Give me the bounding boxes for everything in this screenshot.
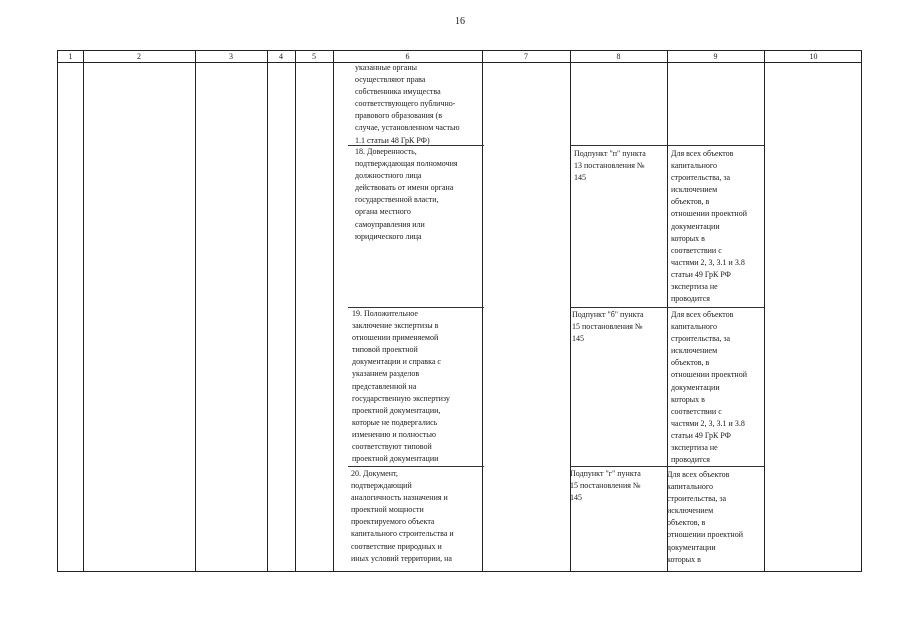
column-header: 2 (137, 52, 141, 61)
column-header: 9 (713, 52, 718, 61)
document-cell: 19. Положительное заключение экспертизы в отношении применяемой типовой проектной документации и справка с указанием разделов представленной на государственную экспертизу проектной документации, которые не подвергались изменению и полностью соответствуют типовой проектной документации (352, 309, 450, 464)
column-header: 10 (809, 52, 818, 61)
column-divider (83, 51, 84, 571)
row-divider (570, 307, 764, 308)
column-header: 1 (68, 52, 73, 61)
document-cell: указанные органы осуществляют права собственника имущества соответствующего публично- правового образования (в случае, установленном частью 1.1 статьи 48 ГрК РФ) (355, 63, 460, 145)
column-divider (195, 51, 196, 571)
note-cell: Для всех объектов капитального строительства, за исключением объектов, в отношении проектной документации которых в соответствии с частями 2, 3, 3.1 и 3.8 статьи 49 ГрК РФ экспертиза не проводится (671, 149, 747, 304)
basis-cell: Подпункт "г" пункта 15 постановления № 145 (570, 469, 641, 503)
note-cell: Для всех объектов капитального строительства, за исключением объектов, в отношении проектной документации которых в (667, 470, 743, 564)
column-divider (267, 51, 268, 571)
row-divider (348, 466, 484, 467)
requirements-table (57, 50, 862, 572)
document-cell: 20. Документ, подтверждающий аналогичность назначения и проектной мощности проектируемого объекта капитального строительства и соответствие природных и иных условий территории, на (351, 469, 454, 563)
column-header: 8 (616, 52, 621, 61)
note-cell: Для всех объектов капитального строительства, за исключением объектов, в отношении проектной документации которых в соответствии с частями 2, 3, 3.1 и 3.8 статьи 49 ГрК РФ экспертиза не проводится (671, 310, 747, 465)
basis-cell: Подпункт "п" пункта 13 постановления № 145 (574, 149, 646, 183)
column-divider (295, 51, 296, 571)
column-divider (764, 51, 765, 571)
column-divider (333, 51, 334, 571)
basis-cell: Подпункт "б" пункта 15 постановления № 145 (572, 310, 644, 344)
column-header: 4 (279, 52, 283, 61)
row-divider (570, 145, 764, 146)
column-header: 6 (405, 52, 410, 61)
column-header: 3 (229, 52, 233, 61)
column-header: 7 (524, 52, 528, 61)
document-cell: 18. Доверенность, подтверждающая полномочия должностного лица действовать от имени органа государственной власти, органа местного самоуправления или юридического лица (355, 147, 458, 241)
page-number: 16 (455, 16, 465, 27)
column-header: 5 (312, 52, 316, 61)
